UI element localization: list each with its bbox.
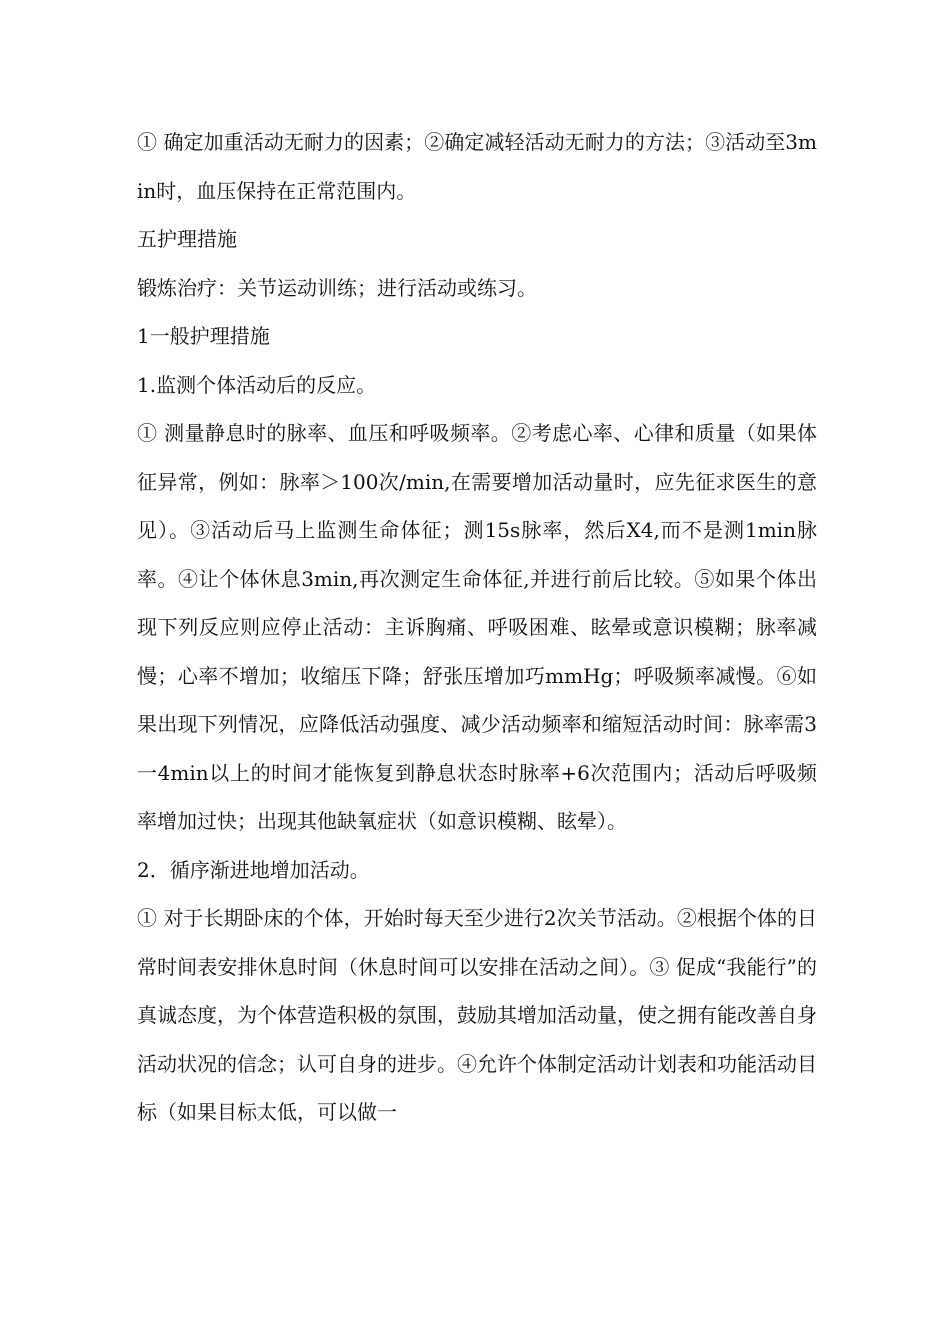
item-heading-monitor-response: 1.监测个体活动后的反应。 [137,372,377,397]
item-heading-gradual-increase: 2．循序渐进地增加活动。 [137,857,370,882]
section-heading-nursing-measures: 五护理措施 [137,227,237,251]
goals-paragraph: ① 确定加重活动无耐力的因素；②确定减轻活动无耐力的方法；③活动至3min时，血压保持在正常范围内。 [137,130,817,203]
exercise-therapy-paragraph: 锻炼治疗：关节运动训练；进行活动或练习。 [137,275,537,300]
document-page [137,118,817,1137]
subsection-heading-general-measures: 1一般护理措施 [137,324,270,348]
monitor-response-paragraph: ① 测量静息时的脉率、血压和呼吸频率。②考虑心率、心律和质量（如果体征异常，例如：脉率＞100次/min,在需要增加活动量时，应先征求医生的意见）。③活动后马上监测生命体征；测15s脉率，然后X4,而不是测1min脉率。④让个体休息3min,再次测定生命体征,并进行前后比较。⑤如果个体出现下列反应则应停止活动：主诉胸痛、呼吸困难、眩晕或意识模糊；脉率减慢；心率不增加；收缩压下降；舒张压增加巧mmHg；呼吸频率减慢。⑥如果出现下列情况，应降低活动强度、减少活动频率和缩短活动时间：脉率需3一4min以上的时间才能恢复到静息状态时脉率+6次范围内；活动后呼吸频率增加过快；出现其他缺氧症状（如意识模糊、眩晕）。 [137,421,817,833]
gradual-increase-paragraph: ① 对于长期卧床的个体，开始时每天至少进行2次关节活动。②根据个体的日常时间表安排休息时间（休息时间可以安排在活动之间）。③ 促成“我能行”的真诚态度，为个体营造积极的氛围，鼓励其增加活动量，使之拥有能改善自身活动状况的信念；认可自身的进步。④允许个体制定活动计划表和功能活动目标（如果目标太低，可以做一 [137,906,817,1124]
